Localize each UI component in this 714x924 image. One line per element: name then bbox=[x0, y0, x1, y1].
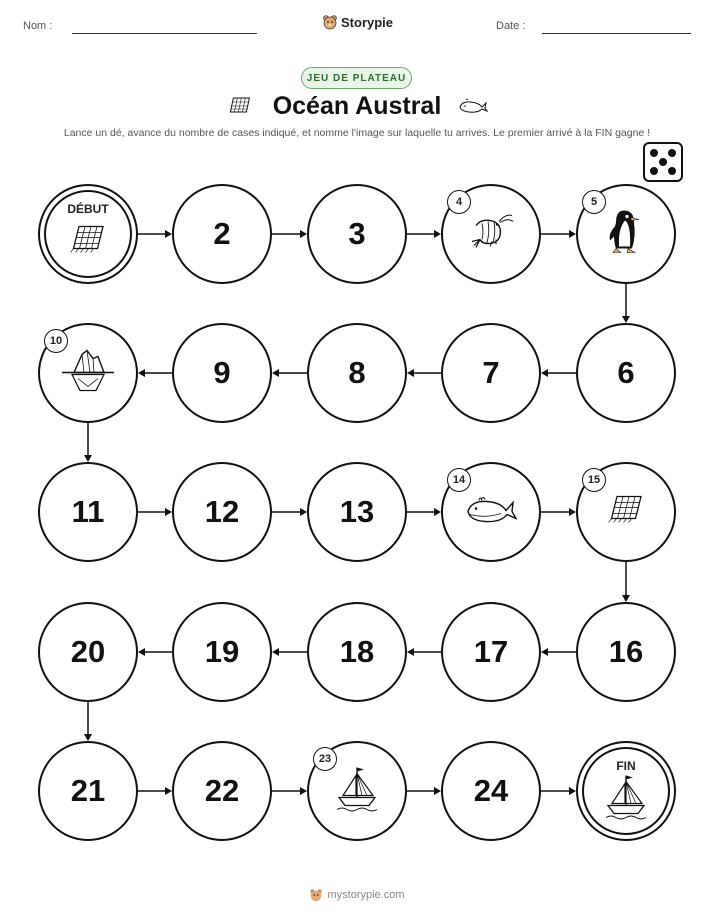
path-arrow bbox=[407, 648, 441, 656]
page-title: Océan Austral bbox=[272, 92, 442, 120]
board-cell-19[interactable] bbox=[172, 602, 272, 702]
penguin-icon bbox=[606, 207, 646, 262]
cell-number: 21 bbox=[70, 773, 106, 808]
path-arrow bbox=[272, 369, 307, 377]
board-cell-4[interactable] bbox=[441, 184, 541, 284]
board-cell-21[interactable] bbox=[38, 741, 138, 841]
path-arrow bbox=[407, 787, 441, 795]
whale-icon bbox=[465, 495, 517, 530]
path-arrow bbox=[84, 423, 92, 462]
board-cell-9[interactable] bbox=[172, 323, 272, 423]
board-cell-20[interactable] bbox=[38, 602, 138, 702]
cell-number-badge: 4 bbox=[447, 190, 471, 214]
board-cell-24[interactable] bbox=[441, 741, 541, 841]
board-cell-7[interactable] bbox=[441, 323, 541, 423]
path-arrow bbox=[541, 648, 576, 656]
path-arrow bbox=[138, 648, 172, 656]
cell-number: 3 bbox=[348, 216, 366, 251]
cell-number: 6 bbox=[617, 355, 635, 390]
board-cell-13[interactable] bbox=[307, 462, 407, 562]
cell-number-badge: 5 bbox=[582, 190, 606, 214]
iceberg-icon bbox=[60, 347, 116, 400]
instructions: Lance un dé, avance du nombre de cases indiqué, et nomme l'image sur laquelle tu arrives. Le premier arrivé à la FIN gagne ! bbox=[63, 127, 651, 139]
sailboat-icon bbox=[335, 766, 379, 817]
cell-number: 16 bbox=[608, 634, 644, 669]
board-cell-17[interactable] bbox=[441, 602, 541, 702]
cell-number-badge: 23 bbox=[313, 747, 337, 771]
cell-number: 18 bbox=[339, 634, 375, 669]
blanket-icon bbox=[607, 493, 645, 532]
path-arrow bbox=[407, 369, 441, 377]
cell-number: 20 bbox=[70, 634, 106, 669]
cell-number: 9 bbox=[213, 355, 231, 390]
cell-label: DÉBUT bbox=[67, 202, 109, 216]
path-arrow bbox=[541, 369, 576, 377]
path-arrow bbox=[407, 230, 441, 238]
footer bbox=[0, 888, 714, 902]
cell-number: 2 bbox=[213, 216, 231, 251]
path-arrow bbox=[541, 508, 576, 516]
board-cell-18[interactable] bbox=[307, 602, 407, 702]
cell-label: FIN bbox=[616, 759, 636, 773]
board-cell-23[interactable] bbox=[307, 741, 407, 841]
path-arrow bbox=[541, 230, 576, 238]
board-cell-2[interactable] bbox=[172, 184, 272, 284]
cell-number: 13 bbox=[339, 494, 375, 529]
cell-number: 17 bbox=[473, 634, 509, 669]
board-cell-5[interactable] bbox=[576, 184, 676, 284]
path-arrow bbox=[138, 369, 172, 377]
start-cell[interactable] bbox=[38, 184, 138, 284]
game-type-badge: JEU DE PLATEAU bbox=[301, 67, 412, 89]
board-cell-6[interactable] bbox=[576, 323, 676, 423]
cell-number: 19 bbox=[204, 634, 240, 669]
path-arrow bbox=[272, 230, 307, 238]
cell-number-badge: 10 bbox=[44, 329, 68, 353]
path-arrow bbox=[84, 702, 92, 741]
date-label: Date : bbox=[496, 20, 526, 32]
board-cell-14[interactable] bbox=[441, 462, 541, 562]
path-arrow bbox=[138, 508, 172, 516]
finish-cell[interactable] bbox=[576, 741, 676, 841]
cell-number: 24 bbox=[473, 773, 509, 808]
cell-number-badge: 14 bbox=[447, 468, 471, 492]
bear-icon bbox=[309, 888, 323, 902]
board-cell-16[interactable] bbox=[576, 602, 676, 702]
cell-number: 8 bbox=[348, 355, 366, 390]
board-cell-3[interactable] bbox=[307, 184, 407, 284]
sailboat-icon bbox=[604, 773, 648, 824]
footer-url[interactable]: mystorypie.com bbox=[327, 889, 405, 901]
board-cell-22[interactable] bbox=[172, 741, 272, 841]
path-arrow bbox=[272, 787, 307, 795]
path-arrow bbox=[407, 508, 441, 516]
path-arrow bbox=[272, 508, 307, 516]
path-arrow bbox=[541, 787, 576, 795]
cell-number: 22 bbox=[204, 773, 240, 808]
board-cell-10[interactable] bbox=[38, 323, 138, 423]
cell-number: 7 bbox=[482, 355, 500, 390]
cell-number: 11 bbox=[71, 494, 105, 529]
path-arrow bbox=[622, 284, 630, 323]
cell-number-badge: 15 bbox=[582, 468, 606, 492]
path-arrow bbox=[622, 562, 630, 602]
name-label: Nom : bbox=[23, 20, 53, 32]
blanket-icon bbox=[69, 222, 107, 261]
brand-name: Storypie bbox=[341, 14, 394, 30]
cell-number: 12 bbox=[204, 494, 240, 529]
path-arrow bbox=[138, 230, 172, 238]
board-cell-12[interactable] bbox=[172, 462, 272, 562]
path-arrow bbox=[272, 648, 307, 656]
path-arrow bbox=[138, 787, 172, 795]
shrimp-icon bbox=[468, 212, 514, 257]
board-cell-11[interactable] bbox=[38, 462, 138, 562]
board-cell-15[interactable] bbox=[576, 462, 676, 562]
board-cell-8[interactable] bbox=[307, 323, 407, 423]
